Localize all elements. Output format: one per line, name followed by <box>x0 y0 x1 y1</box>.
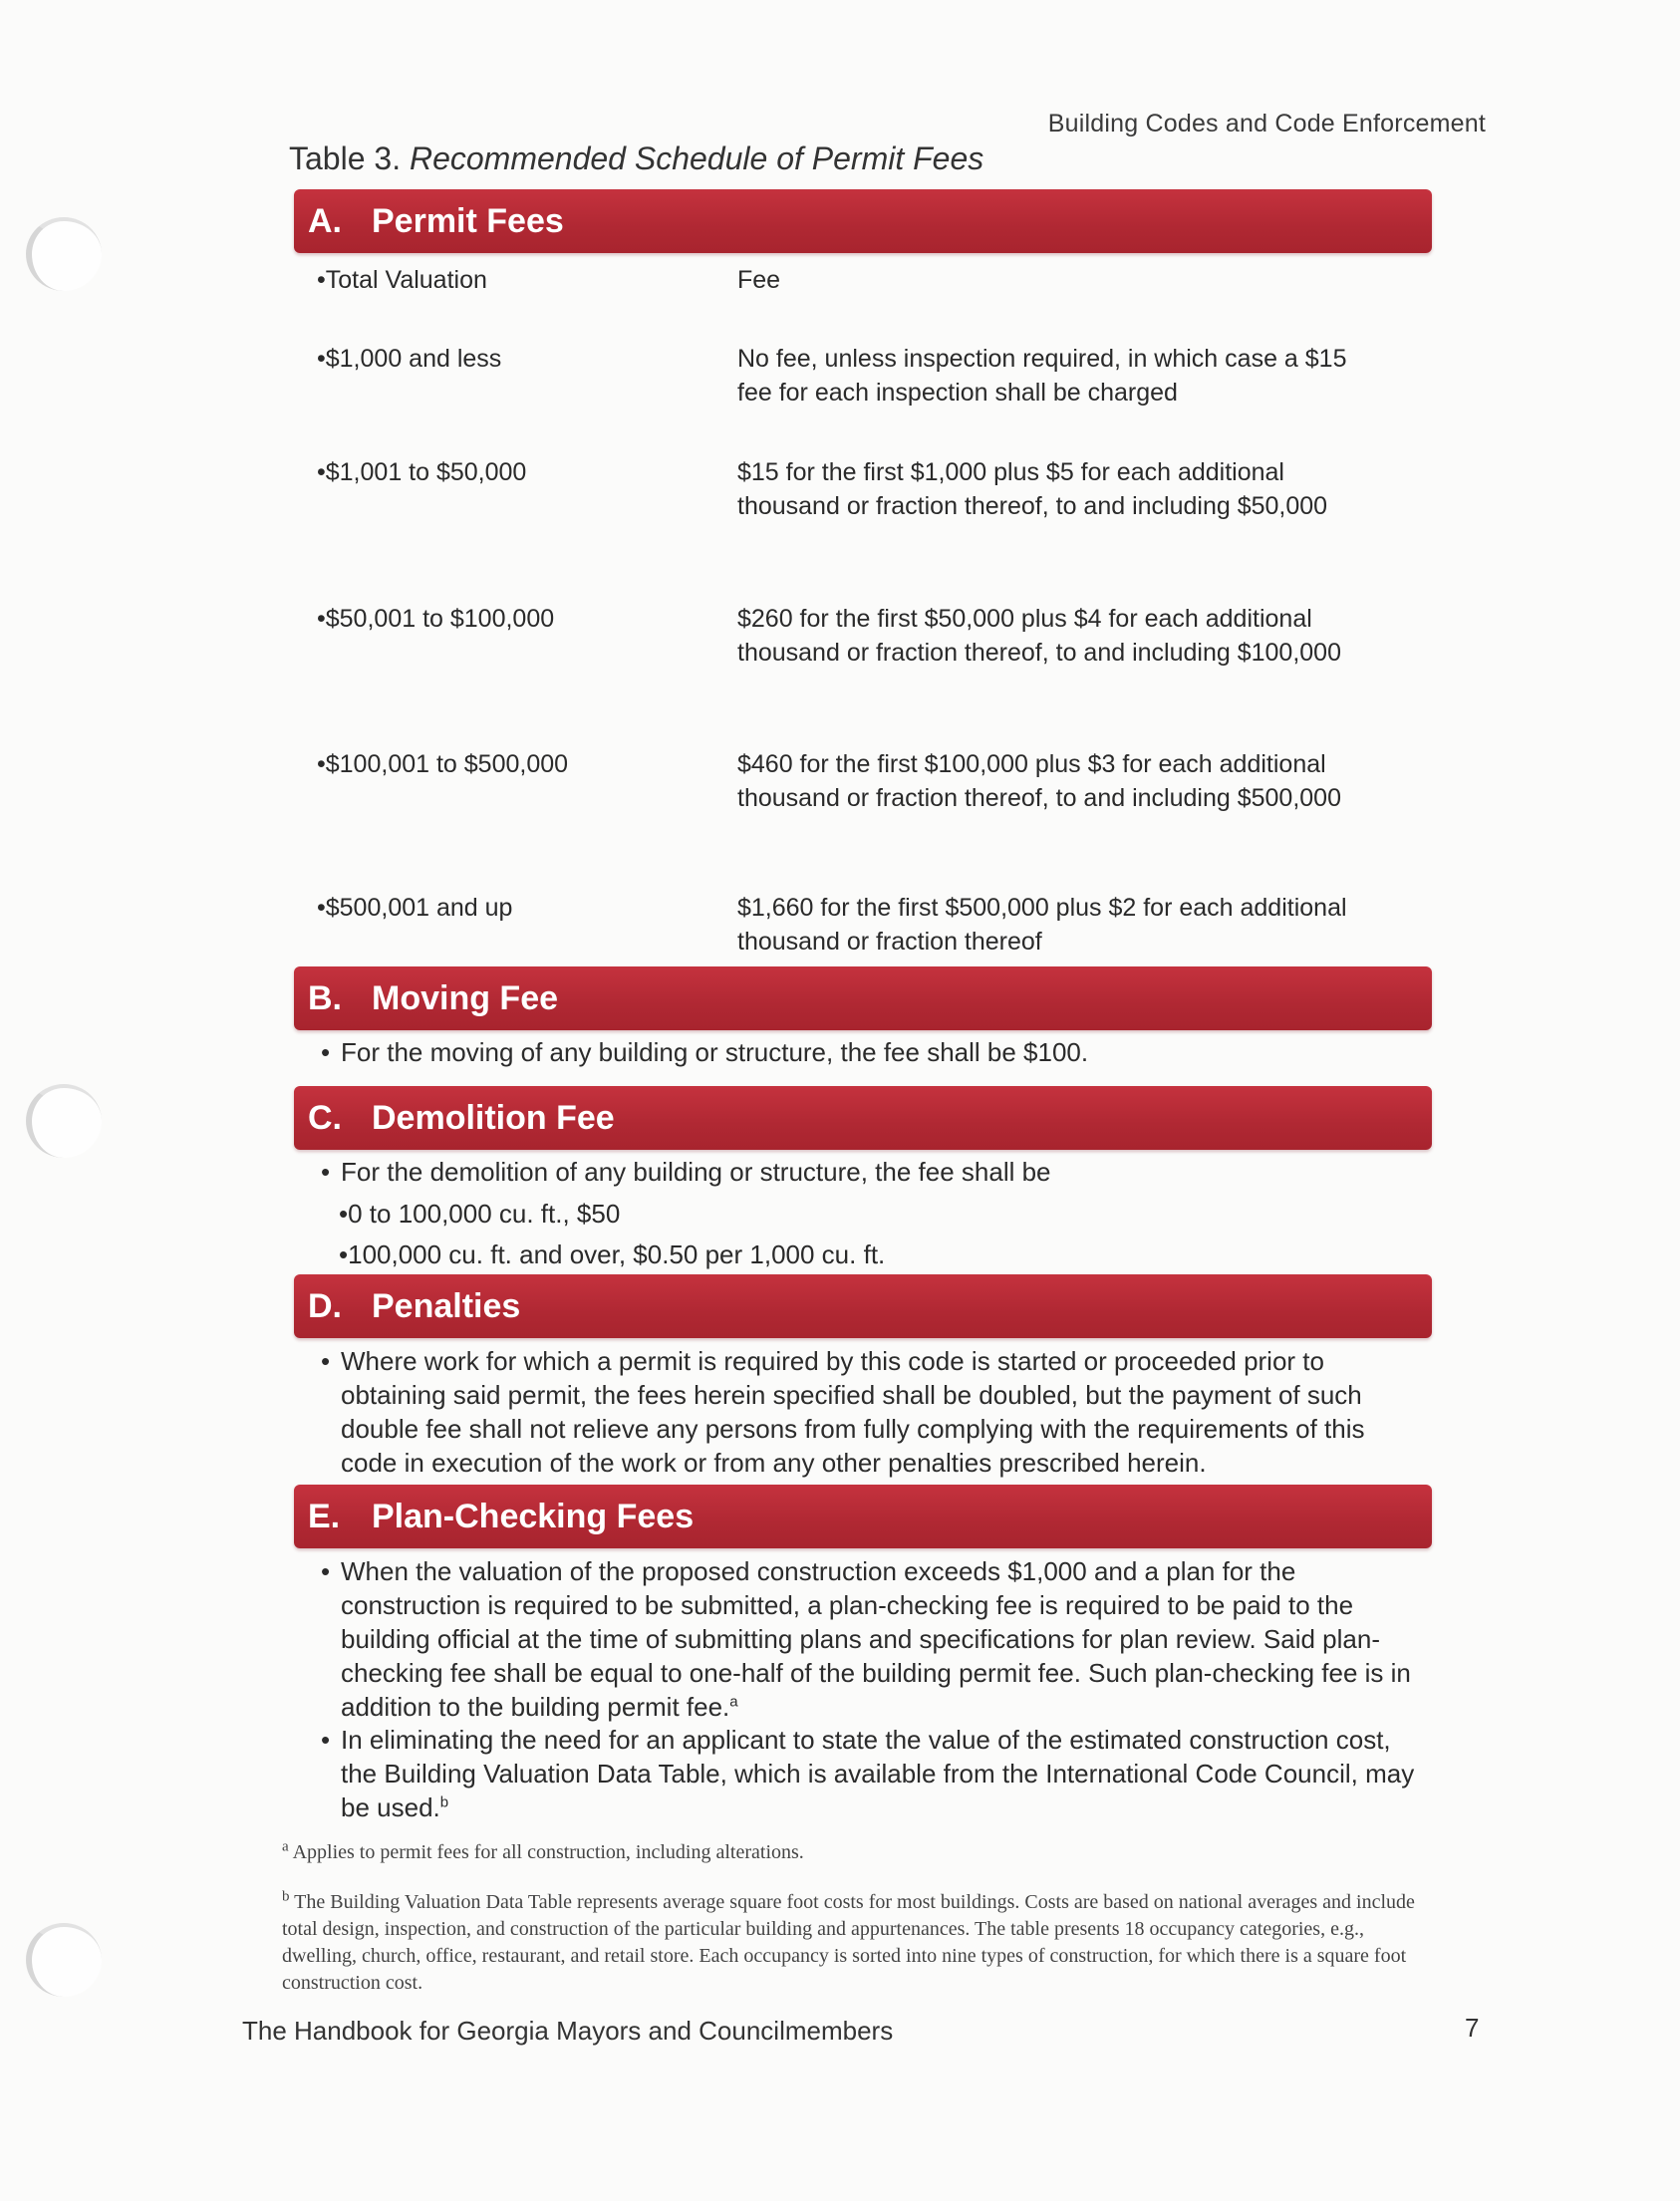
moving-fee-text: For the moving of any building or structure, the fee shall be $100. <box>341 1037 1089 1067</box>
section-a-title: Permit Fees <box>372 201 564 240</box>
binder-hole-top <box>26 217 102 291</box>
binder-hole-middle <box>26 1084 102 1158</box>
footnote-ref-a: a <box>729 1693 738 1711</box>
section-d-header <box>294 1274 1432 1338</box>
demolition-sub-item-1: •0 to 100,000 cu. ft., $50 <box>339 1199 621 1229</box>
section-e-text-1 <box>321 1554 1427 1724</box>
section-c-header <box>294 1086 1432 1150</box>
section-c-text <box>321 1155 1427 1189</box>
bullet: • <box>321 1157 331 1187</box>
section-c-title: Demolition Fee <box>372 1098 615 1137</box>
table-title <box>289 140 983 177</box>
section-d-title: Penalties <box>372 1286 521 1325</box>
section-e-letter: E. <box>308 1497 341 1535</box>
row-valuation: •$100,001 to $500,000 <box>317 750 569 778</box>
footnote-a <box>282 1839 1418 1866</box>
footnote-b-mark: b <box>282 1888 290 1905</box>
row-fee: $15 for the first $1,000 plus $5 for each additional thousand or fraction thereof, to and including $50,000 <box>737 458 1328 520</box>
binder-hole-bottom <box>26 1923 102 1997</box>
section-b-header <box>294 966 1432 1030</box>
section-a-letter: A. <box>308 201 342 240</box>
valuation-table-text <box>321 1723 1427 1824</box>
penalties-text: Where work for which a permit is required by this code is started or proceeded prior to obtaining said permit, the fees herein specified shall be doubled, but the payment of such double fee shall not relieve any persons from fully complying with the requirements of this code in execution of the work or from any other penalties prescribed herein. <box>341 1346 1365 1478</box>
section-d-letter: D. <box>308 1286 342 1325</box>
row-valuation: •$1,001 to $50,000 <box>317 458 527 486</box>
bullet: • <box>321 1037 331 1067</box>
table-title-text: Recommended Schedule of Permit Fees <box>409 140 984 176</box>
row-valuation: •$50,001 to $100,000 <box>317 605 555 633</box>
demolition-fee-text: For the demolition of any building or structure, the fee shall be <box>341 1157 1051 1187</box>
bullet: • <box>321 1556 331 1586</box>
footnote-ref-b: b <box>439 1793 449 1811</box>
bullet: • <box>321 1346 331 1376</box>
section-b-title: Moving Fee <box>372 978 559 1017</box>
section-a-header <box>294 189 1432 253</box>
valuation-table-text-body: In eliminating the need for an applicant to state the value of the estimated construction cost, the Building Valuation Data Table, which is available from the International Code Council, may be used. <box>341 1725 1415 1822</box>
table-title-prefix: Table 3. <box>289 140 402 176</box>
row-fee: No fee, unless inspection required, in which case a $15 fee for each inspection shall be charged <box>737 345 1347 407</box>
footer-book-title: The Handbook for Georgia Mayors and Councilmembers <box>242 2016 894 2046</box>
bullet: • <box>321 1725 331 1755</box>
row-valuation: •$500,001 and up <box>317 894 513 922</box>
col-header-fee: Fee <box>737 266 781 294</box>
row-fee: $1,660 for the first $500,000 plus $2 for each additional thousand or fraction thereof <box>737 894 1347 956</box>
section-c-letter: C. <box>308 1098 342 1137</box>
section-e-text-2 <box>321 1723 1427 1824</box>
col-header-valuation: •Total Valuation <box>317 266 487 294</box>
plan-checking-text-body: When the valuation of the proposed construction exceeds $1,000 and a plan for the construction is required to be submitted, a plan-checking fee is required to be paid to the building official at the time of submitting plans and specifications for plan review. Said plan-checking fee shall be equal to one-half of the building permit fee. Such plan-checking fee is in addition to the building permit fee. <box>341 1556 1411 1722</box>
section-e-header <box>294 1485 1432 1548</box>
page-number: 7 <box>1465 2013 1480 2043</box>
section-d-text <box>321 1344 1427 1480</box>
plan-checking-text <box>321 1554 1427 1724</box>
footnote-b-text: The Building Valuation Data Table represents average square foot costs for most buildings. Costs are based on national averages and include total design, inspection, and construction of the particular building and appurtenances. The table presents 18 occupancy categories, e.g., dwelling, church, office, restaurant, and retail store. Each occupancy is sorted into nine types of construction, for which there is a square foot construction cost. <box>282 1891 1415 1994</box>
demolition-sub-item-2: •100,000 cu. ft. and over, $0.50 per 1,000 cu. ft. <box>339 1239 886 1269</box>
footnote-b <box>282 1889 1418 1997</box>
footnote-a-text: Applies to permit fees for all construction, including alterations. <box>292 1841 804 1863</box>
footnote-a-mark: a <box>282 1838 289 1855</box>
row-fee: $460 for the first $100,000 plus $3 for each additional thousand or fraction thereof, to and including $500,000 <box>737 750 1341 812</box>
section-e-title: Plan-Checking Fees <box>372 1497 695 1535</box>
row-fee: $260 for the first $50,000 plus $4 for each additional thousand or fraction thereof, to and including $100,000 <box>737 605 1341 667</box>
section-b-letter: B. <box>308 978 342 1017</box>
section-b-text <box>321 1035 1427 1069</box>
running-head: Building Codes and Code Enforcement <box>1047 110 1486 138</box>
row-valuation: •$1,000 and less <box>317 345 502 373</box>
